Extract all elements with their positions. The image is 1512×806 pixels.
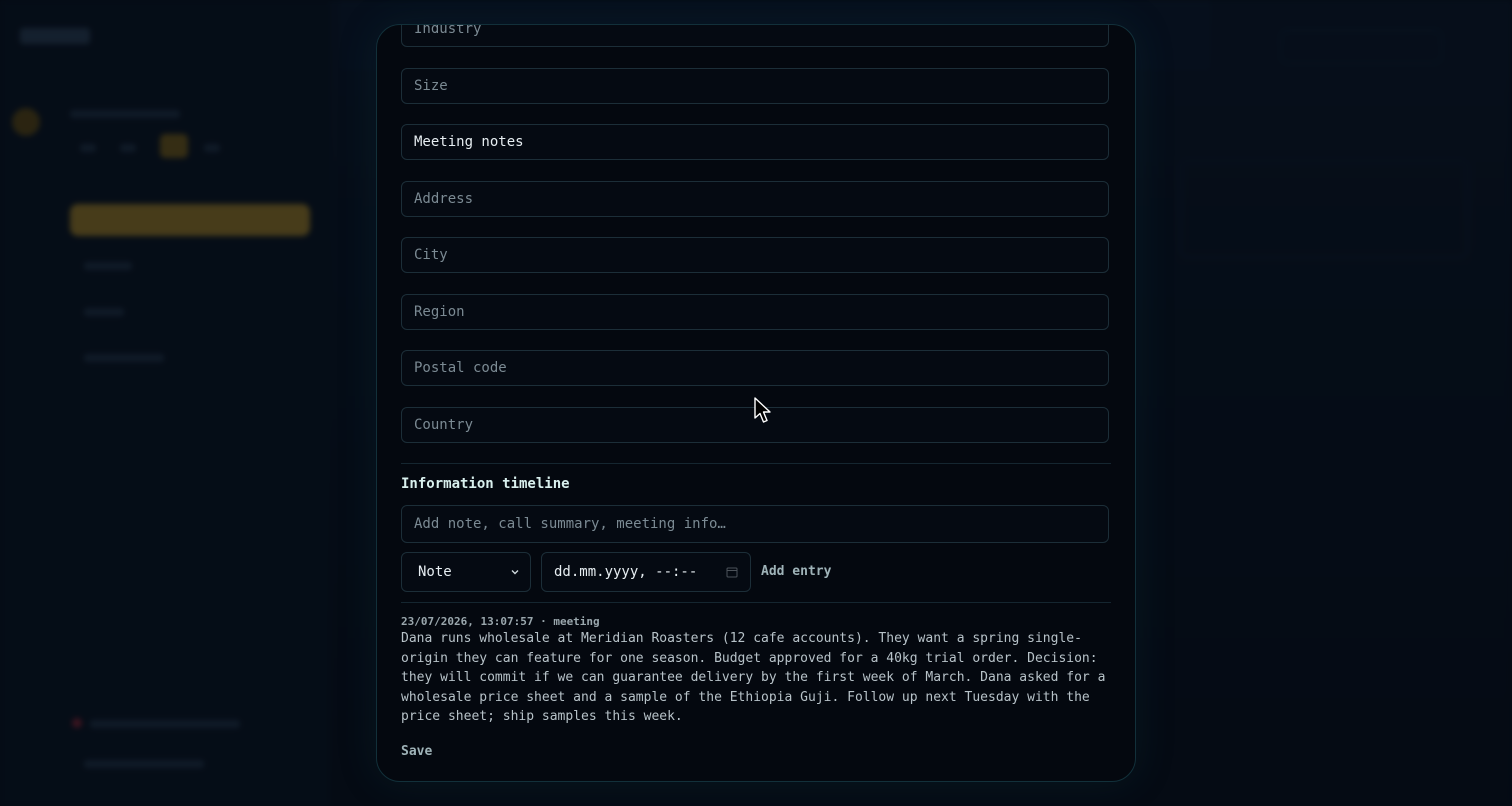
background-status-dot	[72, 718, 82, 728]
timeline-title: Information timeline	[401, 476, 570, 492]
postal-code-field[interactable]	[401, 350, 1109, 386]
background-active-item	[70, 204, 310, 236]
timeline-entry-meta: 23/07/2026, 13:07:57 · meeting	[401, 615, 600, 628]
save-button[interactable]: Save	[401, 744, 433, 759]
city-field[interactable]	[401, 237, 1109, 273]
background-text	[80, 144, 96, 152]
background-text	[204, 144, 220, 152]
entry-type-select[interactable]	[401, 552, 531, 592]
background-text	[84, 308, 124, 316]
background-chip	[160, 134, 188, 158]
address-input[interactable]	[402, 182, 1108, 216]
region-field[interactable]	[401, 294, 1109, 330]
industry-field[interactable]	[401, 24, 1109, 47]
postal-code-input[interactable]	[402, 351, 1108, 385]
timeline-note-input[interactable]	[402, 506, 1108, 542]
chevron-down-icon	[510, 567, 520, 577]
entry-type-value: Note	[418, 564, 452, 580]
background-text	[120, 144, 136, 152]
entry-date-input[interactable]	[541, 552, 751, 592]
size-input[interactable]	[402, 69, 1108, 103]
timeline-entry-text: Dana runs wholesale at Meridian Roasters (12 cafe accounts). They want a spring single- origin they can feature for one season. Budget approved for a 40kg trial order. Decision: they will commit if we can guarantee delivery by the first week of March. Dana asked for a wholesale price sheet and a sample of the Ethiopia Guji. Follow up next Tuesday with the price sheet; ship samples this week.	[401, 631, 1106, 724]
background-text	[84, 354, 164, 362]
mouse-cursor-icon	[754, 397, 774, 425]
section-divider	[401, 463, 1111, 464]
address-field[interactable]	[401, 181, 1109, 217]
meeting-notes-field[interactable]	[401, 124, 1109, 160]
entry-date-value: dd.mm.yyyy, --:--	[554, 564, 698, 580]
calendar-icon[interactable]	[726, 566, 738, 578]
background-sidebar	[0, 0, 330, 806]
background-card	[1180, 160, 1468, 258]
city-input[interactable]	[402, 238, 1108, 272]
add-entry-button[interactable]: Add entry	[761, 564, 832, 579]
meeting-notes-input[interactable]	[402, 125, 1108, 159]
background-card	[1280, 30, 1442, 64]
background-text	[84, 262, 132, 270]
background-avatar	[12, 108, 40, 136]
timeline-divider	[401, 602, 1111, 603]
timeline-note-field[interactable]	[401, 505, 1109, 543]
background-logo	[20, 28, 90, 44]
region-input[interactable]	[402, 295, 1108, 329]
size-field[interactable]	[401, 68, 1109, 104]
industry-input[interactable]	[402, 24, 1108, 46]
background-text	[70, 110, 180, 118]
background-text	[84, 760, 204, 768]
background-text	[90, 720, 240, 728]
